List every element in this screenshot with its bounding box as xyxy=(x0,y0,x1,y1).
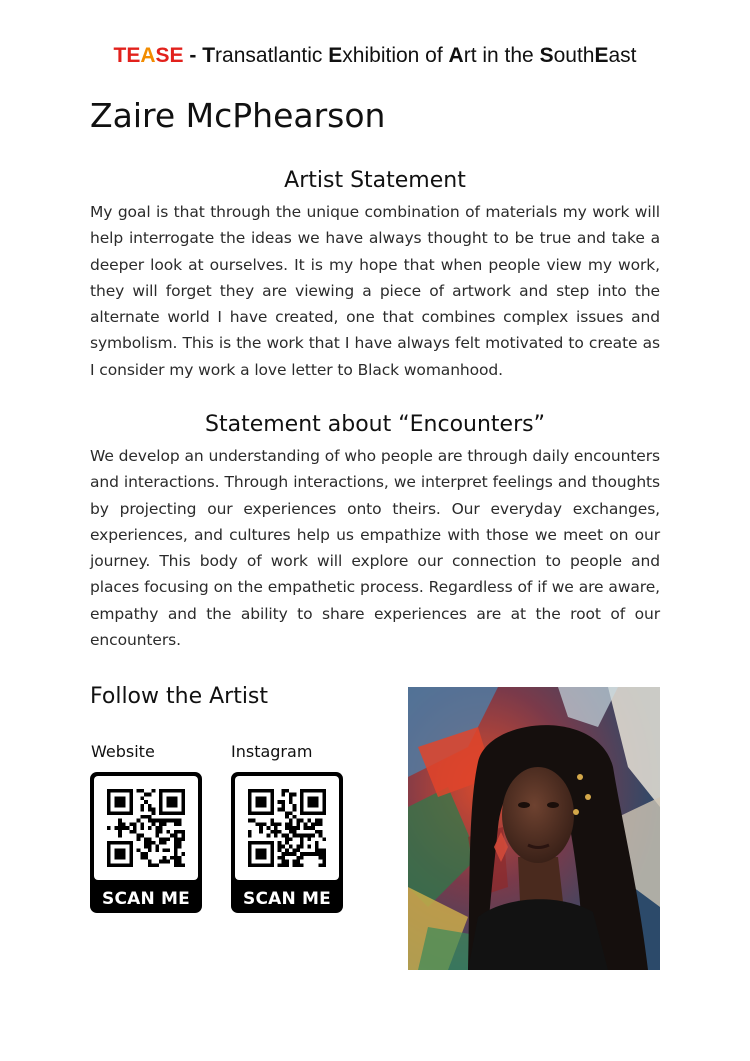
header-letter: E xyxy=(328,44,343,67)
website-label: Website xyxy=(91,742,155,761)
encounters-statement-body: We develop an understanding of who people are through daily encounters and interactions. Through interactions, we interpret feelings and thoughts by projecting our experiences onto theirs. Our everyday exchanges, experiences, and cultures help us empathize with those we meet on our journey. This body of work will explore our connection to people and places focusing on the empathetic process. Regardless of if we are aware, empathy and the ability to share experiences are at the root of our encounters. xyxy=(90,447,660,650)
artist-portrait-photo xyxy=(408,687,660,970)
header-text: ast xyxy=(608,44,637,67)
instagram-label: Instagram xyxy=(231,742,313,761)
website-qr-code[interactable] xyxy=(90,772,202,913)
header-letter: E xyxy=(169,44,184,67)
artist-statement-title: Artist Statement xyxy=(284,168,466,193)
artist-statement-body: My goal is that through the unique combination of materials my work will help interrogate the ideas we have always thought to be true and take a deeper look at ourselves. It is my hope that when people view my work, they will forget they are viewing a piece of artwork and step into the alternate world I have created, one that combines complex issues and symbolism. This is the work that I have always felt motivated to create as I consider my work a love letter to Black womanhood. xyxy=(90,203,660,379)
header-text: outh xyxy=(553,44,595,67)
header-letter: T xyxy=(113,44,127,67)
header-letter: S xyxy=(155,44,170,67)
scan-me-label: SCAN ME xyxy=(243,889,331,909)
header-letter: A xyxy=(140,44,156,67)
qr-code-icon xyxy=(94,776,198,880)
instagram-qr-code[interactable] xyxy=(231,772,343,913)
header-letter: E xyxy=(594,44,609,67)
header-letter: E xyxy=(126,44,141,67)
encounters-statement-title: Statement about “Encounters” xyxy=(205,412,545,437)
follow-title: Follow the Artist xyxy=(90,684,269,709)
header-letter: T xyxy=(202,44,216,67)
qr-code-icon xyxy=(235,776,339,880)
exhibition-header xyxy=(0,44,750,68)
artist-name: Zaire McPhearson xyxy=(90,96,386,135)
scan-me-label: SCAN ME xyxy=(102,889,190,909)
header-letter: A xyxy=(448,44,464,67)
header-text: xhibition of xyxy=(342,44,449,67)
header-text: rt in the xyxy=(463,44,540,67)
header-letter: S xyxy=(539,44,554,67)
header-text: ransatlantic xyxy=(215,44,329,67)
header-dash: - xyxy=(183,44,203,67)
